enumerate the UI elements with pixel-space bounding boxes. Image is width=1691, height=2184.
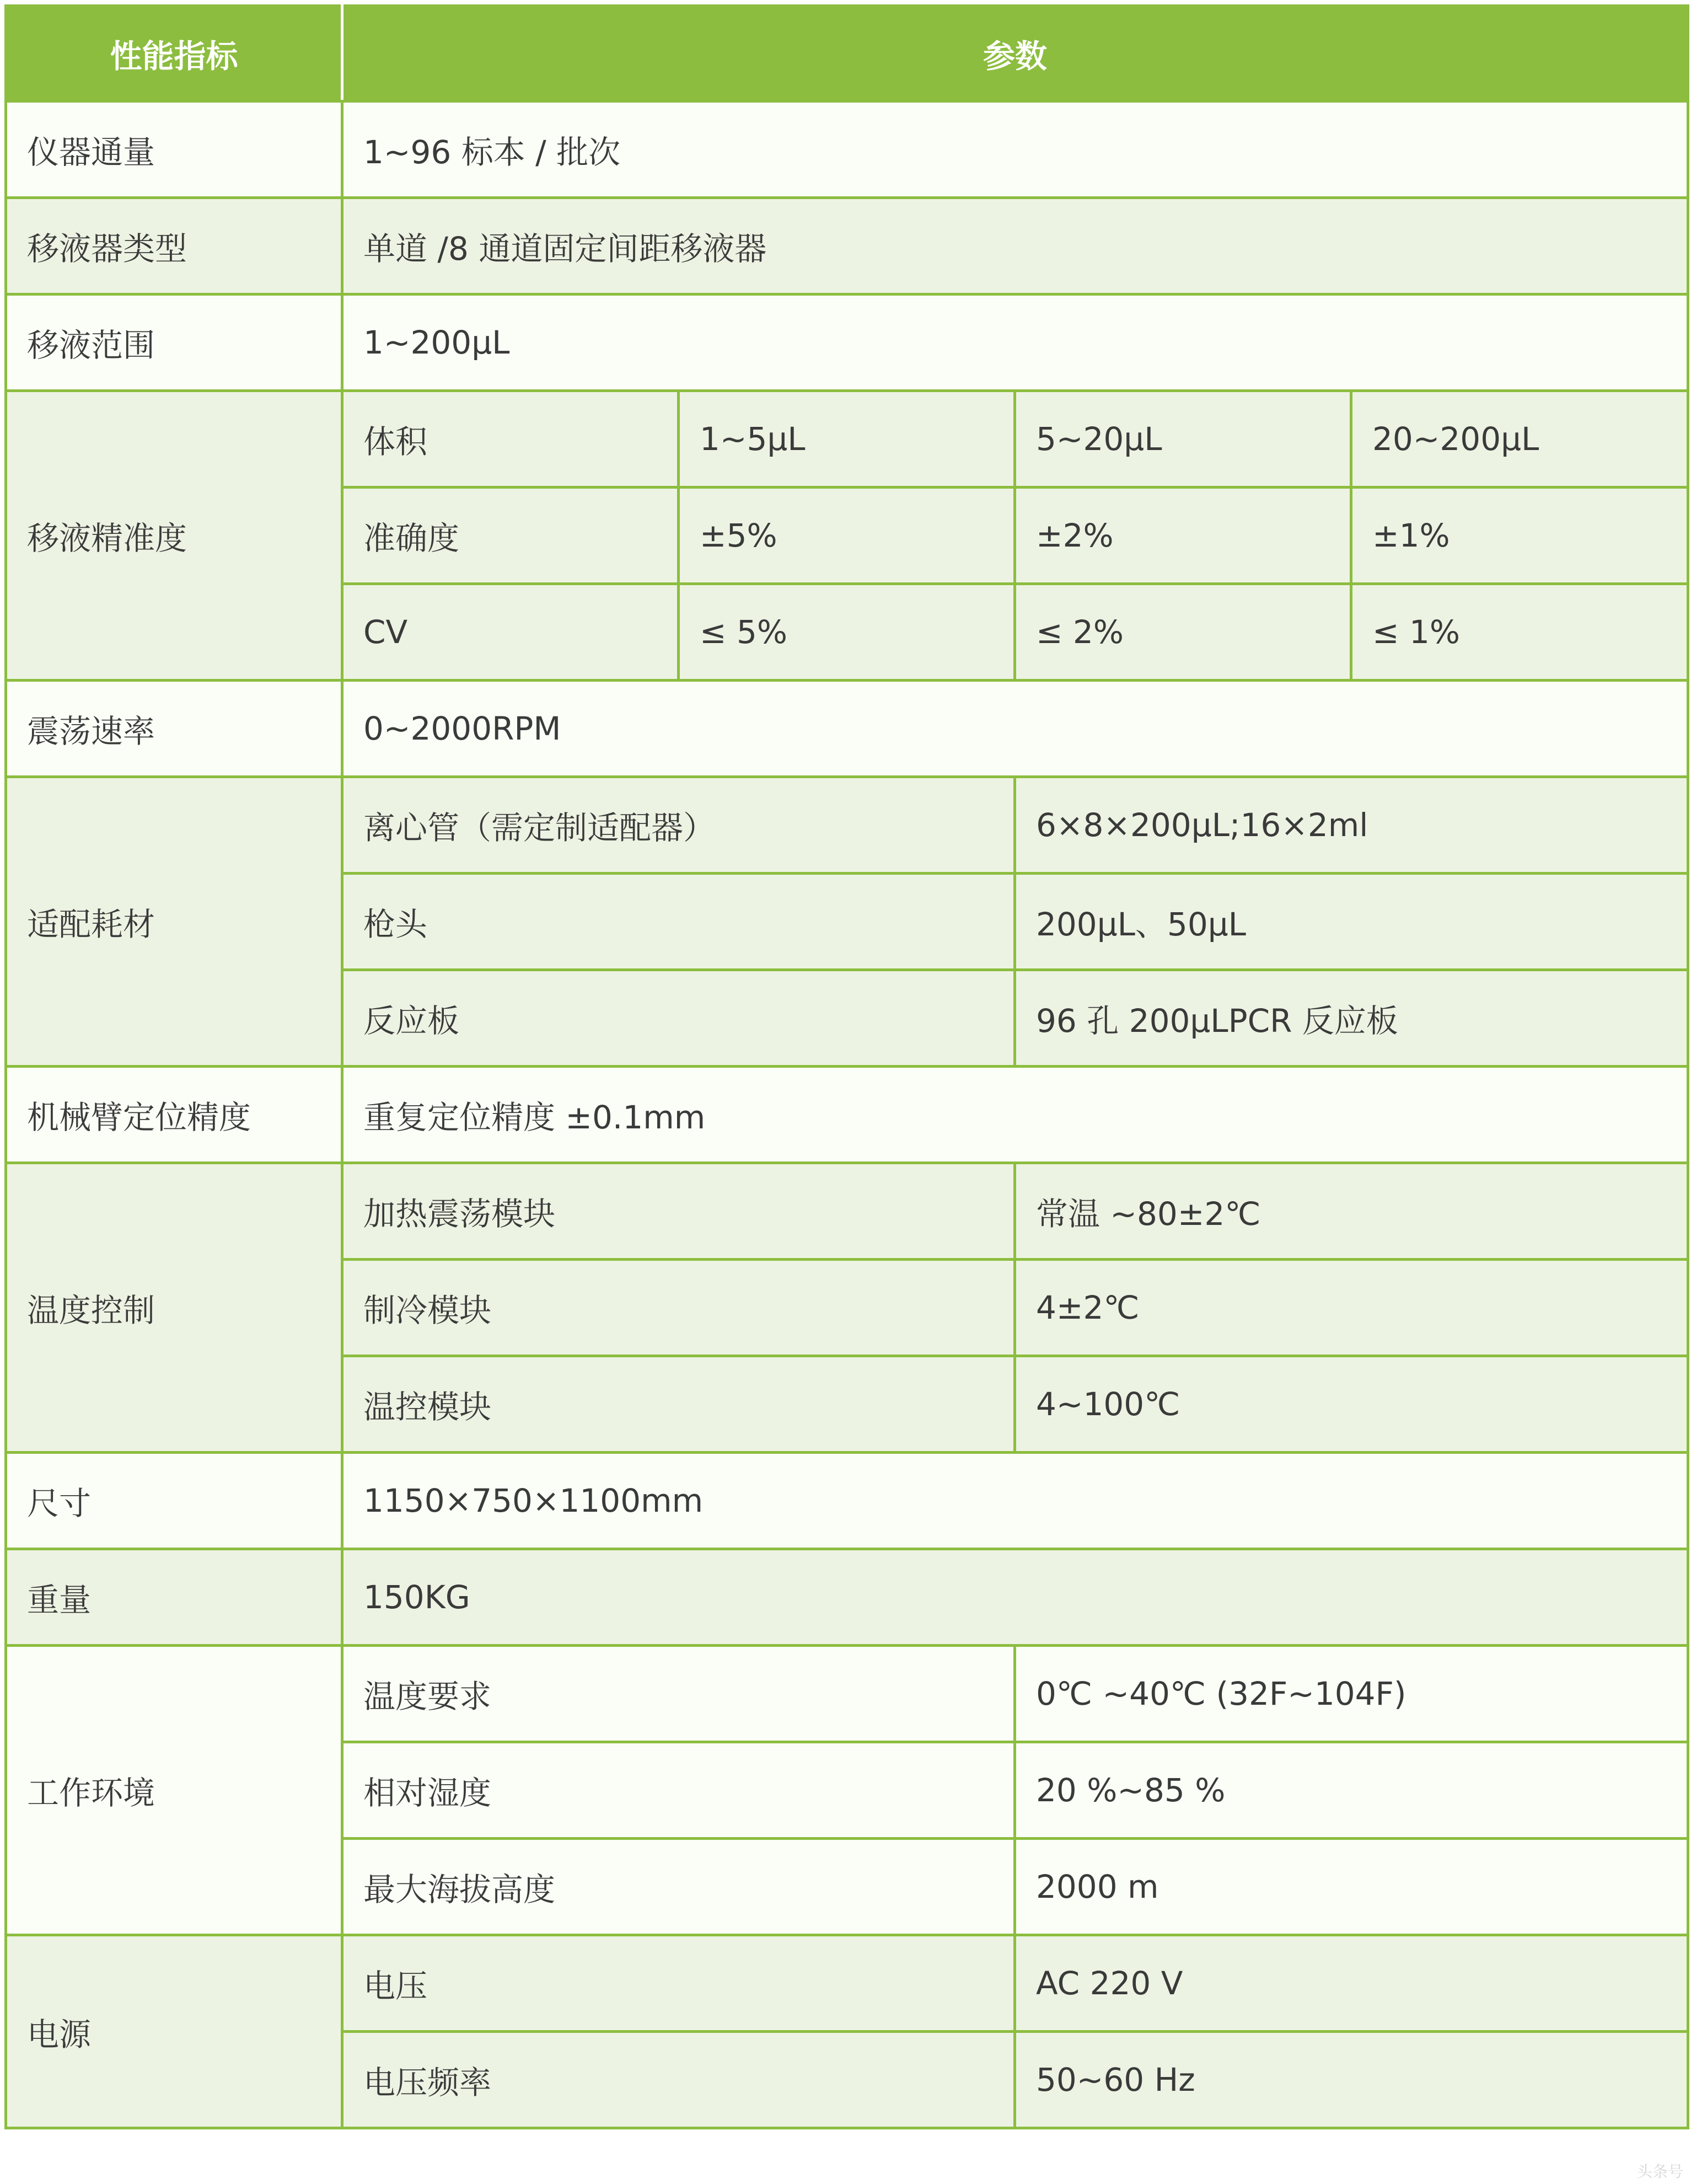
sub-value: 20 %~85 % — [1015, 1742, 1688, 1839]
table-header — [6, 6, 1688, 101]
sub-value: 6×8×200μL;16×2ml — [1015, 777, 1688, 874]
sub-value: ≤ 1% — [1351, 584, 1688, 681]
table-row — [6, 391, 1688, 488]
table-row — [6, 295, 1688, 391]
sub-label: 制冷模块 — [342, 1260, 1015, 1356]
sub-value: 50~60 Hz — [1015, 2032, 1688, 2128]
row-label: 温度控制 — [6, 1163, 342, 1453]
watermark: 头条号 — [1636, 2162, 1683, 2181]
table-row — [6, 777, 1688, 874]
sub-label: 准确度 — [342, 488, 679, 584]
header-parameters: 参数 — [342, 6, 1688, 101]
table-row — [6, 681, 1688, 777]
sub-value: ±2% — [1015, 488, 1351, 584]
row-label: 工作环境 — [6, 1646, 342, 1935]
sub-value: 4~100℃ — [1015, 1356, 1688, 1453]
table-row — [6, 1067, 1688, 1163]
sub-label: 温控模块 — [342, 1356, 1015, 1453]
sub-value: 常温 ~80±2℃ — [1015, 1163, 1688, 1260]
sub-label: 加热震荡模块 — [342, 1163, 1015, 1260]
sub-value: 1~5μL — [679, 391, 1015, 488]
sub-value: 0℃ ~40℃ (32F~104F) — [1015, 1646, 1688, 1742]
row-label: 仪器通量 — [6, 101, 342, 198]
sub-label: 反应板 — [342, 970, 1015, 1067]
header-performance: 性能指标 — [6, 6, 342, 101]
row-label: 尺寸 — [6, 1453, 342, 1549]
table-row — [6, 198, 1688, 295]
sub-label: 体积 — [342, 391, 679, 488]
row-value: 1~200μL — [342, 295, 1688, 391]
sub-label: 温度要求 — [342, 1646, 1015, 1742]
row-value: 单道 /8 通道固定间距移液器 — [342, 198, 1688, 295]
row-label: 适配耗材 — [6, 777, 342, 1067]
table-row — [6, 1163, 1688, 1260]
sub-label: 最大海拔高度 — [342, 1839, 1015, 1935]
table-row — [6, 1453, 1688, 1549]
sub-label: 相对湿度 — [342, 1742, 1015, 1839]
row-value: 150KG — [342, 1549, 1688, 1646]
row-value: 重复定位精度 ±0.1mm — [342, 1067, 1688, 1163]
row-value: 1150×750×1100mm — [342, 1453, 1688, 1549]
row-label: 机械臂定位精度 — [6, 1067, 342, 1163]
sub-value: 96 孔 200μLPCR 反应板 — [1015, 970, 1688, 1067]
table-row — [6, 1549, 1688, 1646]
row-label: 震荡速率 — [6, 681, 342, 777]
sub-label: 电压频率 — [342, 2032, 1015, 2128]
sub-value: ≤ 2% — [1015, 584, 1351, 681]
sub-value: 20~200μL — [1351, 391, 1688, 488]
row-value: 0~2000RPM — [342, 681, 1688, 777]
sub-value: 5~20μL — [1015, 391, 1351, 488]
row-label: 移液范围 — [6, 295, 342, 391]
table-row — [6, 1646, 1688, 1742]
sub-value: ≤ 5% — [679, 584, 1015, 681]
sub-value: AC 220 V — [1015, 1935, 1688, 2032]
sub-value: 4±2℃ — [1015, 1260, 1688, 1356]
sub-value: 200μL、50μL — [1015, 874, 1688, 970]
sub-value: ±1% — [1351, 488, 1688, 584]
table-row — [6, 1935, 1688, 2032]
sub-label: 枪头 — [342, 874, 1015, 970]
row-label: 移液器类型 — [6, 198, 342, 295]
sub-label: CV — [342, 584, 679, 681]
spec-table — [4, 4, 1689, 2129]
table-row — [6, 101, 1688, 198]
row-label: 电源 — [6, 1935, 342, 2128]
sub-label: 电压 — [342, 1935, 1015, 2032]
row-label: 重量 — [6, 1549, 342, 1646]
sub-value: 2000 m — [1015, 1839, 1688, 1935]
sub-label: 离心管（需定制适配器） — [342, 777, 1015, 874]
row-label: 移液精准度 — [6, 391, 342, 681]
sub-value: ±5% — [679, 488, 1015, 584]
row-value: 1~96 标本 / 批次 — [342, 101, 1688, 198]
